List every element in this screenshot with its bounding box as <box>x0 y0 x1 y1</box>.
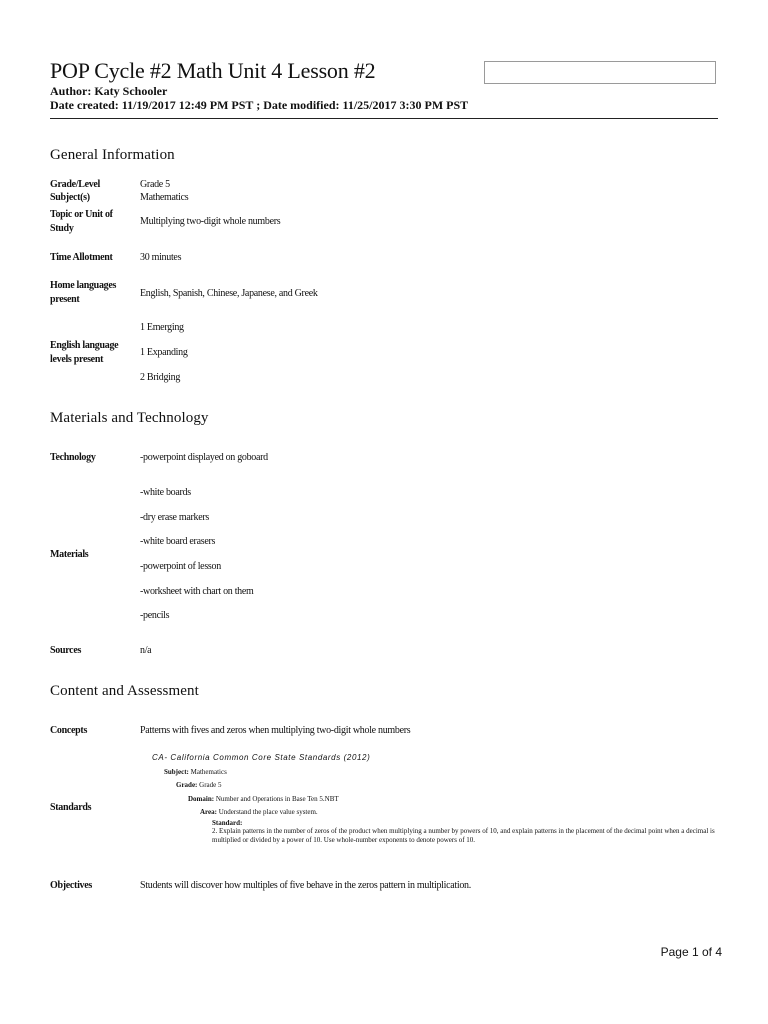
document-title: POP Cycle #2 Math Unit 4 Lesson #2 <box>50 58 376 83</box>
materials-item: -pencils <box>140 610 170 621</box>
language-level-item: 1 Emerging <box>140 322 184 333</box>
materials-item: -white board erasers <box>140 536 216 547</box>
materials-label: Materials <box>50 549 89 560</box>
materials-item: -powerpoint of lesson <box>140 561 221 572</box>
technology-value: -powerpoint displayed on goboard <box>140 452 268 463</box>
language-levels-label: English language levels present <box>50 340 119 365</box>
language-level-item: 2 Bridging <box>140 372 181 383</box>
home-languages-value: English, Spanish, Chinese, Japanese, and Greek <box>140 288 318 299</box>
date-line: Date created: 11/19/2017 12:49 PM PST ; Date modified: 11/25/2017 3:30 PM PST <box>50 98 469 112</box>
section-general-information: General Information <box>50 147 175 163</box>
standard-subject: Subject: Mathematics <box>164 768 227 776</box>
author-line: Author: Katy Schooler <box>50 84 168 98</box>
header-divider <box>50 118 718 119</box>
technology-label: Technology <box>50 452 96 463</box>
section-content-assessment: Content and Assessment <box>50 683 199 699</box>
grade-label: Grade/Level <box>50 179 101 190</box>
page-number: Page 1 of 4 <box>660 945 722 959</box>
standards-label: Standards <box>50 802 92 813</box>
grade-value: Grade 5 <box>140 179 170 190</box>
sources-value: n/a <box>140 645 152 656</box>
section-materials-technology: Materials and Technology <box>50 410 209 426</box>
topic-value: Multiplying two-digit whole numbers <box>140 216 281 227</box>
home-languages-label: Home languages present <box>50 280 117 305</box>
header-input-box[interactable] <box>484 61 716 84</box>
subject-value: Mathematics <box>140 192 189 203</box>
objectives-value: Students will discover how multiples of five behave in the zeros pattern in multiplication. <box>140 880 471 891</box>
concepts-label: Concepts <box>50 725 88 736</box>
standard-text: 2. Explain patterns in the number of zeros of the product when multiplying a number by powers of 10, and explain patterns in the placement of the decimal point when a decimal is multiplied or divided by a power of 10. Use whole-number exponents to denote powers of 10. <box>212 827 715 844</box>
time-value: 30 minutes <box>140 252 182 263</box>
standards-organization: CA- California Common Core State Standards (2012) <box>152 753 371 762</box>
materials-item: -worksheet with chart on them <box>140 586 254 597</box>
standard-area: Area: Understand the place value system. <box>200 808 318 816</box>
materials-item: -white boards <box>140 487 191 498</box>
standard-heading: Standard: <box>212 819 243 827</box>
materials-item: -dry erase markers <box>140 512 210 523</box>
sources-label: Sources <box>50 645 82 656</box>
language-level-item: 1 Expanding <box>140 347 188 358</box>
standard-domain: Domain: Number and Operations in Base Ten 5.NBT <box>188 795 339 803</box>
subject-label: Subject(s) <box>50 192 90 203</box>
objectives-label: Objectives <box>50 880 92 891</box>
concepts-value: Patterns with fives and zeros when multiplying two-digit whole numbers <box>140 725 411 736</box>
topic-label: Topic or Unit of Study <box>50 209 113 234</box>
time-label: Time Allotment <box>50 252 113 263</box>
standard-grade: Grade: Grade 5 <box>176 781 222 789</box>
